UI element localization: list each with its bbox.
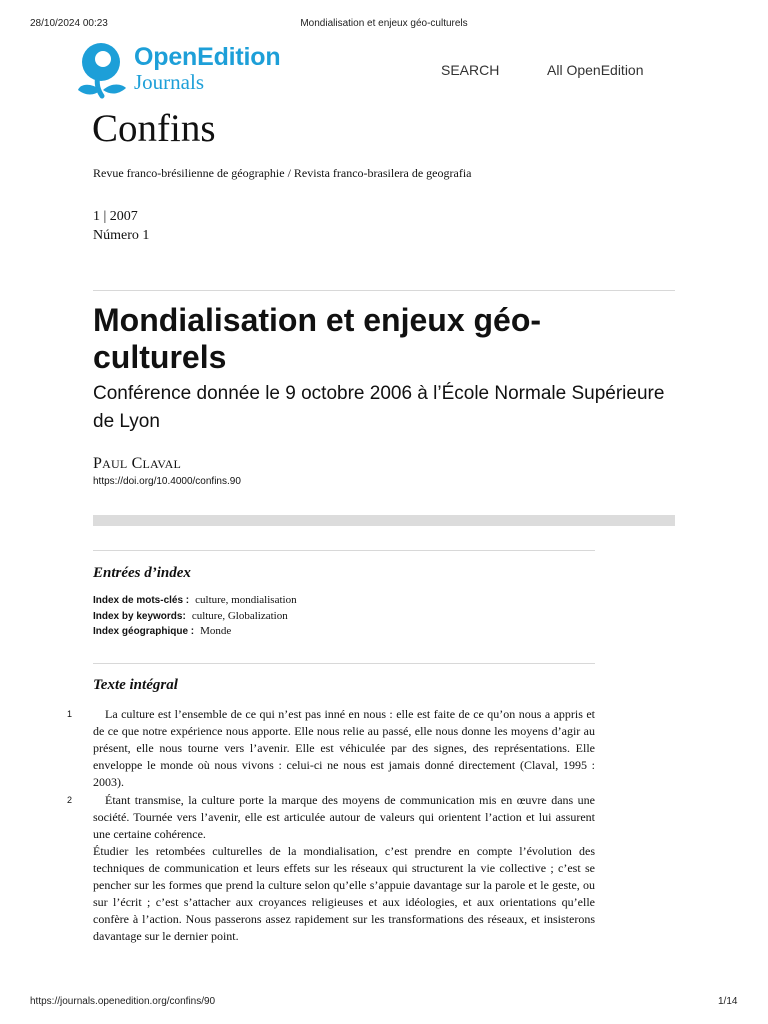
- print-url: https://journals.openedition.org/confins/90: [30, 996, 216, 1007]
- paragraph: [93, 792, 595, 843]
- index-row: [93, 625, 231, 637]
- logo-wordmark-openedition: OpenEdition: [134, 43, 281, 71]
- paragraph-number: 2: [67, 795, 73, 805]
- article-title: Mondialisation et enjeux géo-culturels: [93, 302, 542, 375]
- index-value-link[interactable]: Monde: [200, 625, 232, 637]
- divider: [93, 550, 595, 551]
- divider: [93, 663, 595, 664]
- issue-number: Número 1: [93, 228, 150, 243]
- index-value-link[interactable]: culture, mondialisation: [195, 594, 297, 606]
- index-row: [93, 610, 288, 622]
- index-label: Index géographique :: [93, 626, 195, 637]
- article-subtitle: Conférence donnée le 9 octobre 2006 à l’École Normale Supérieure de Lyon: [93, 383, 665, 432]
- print-datetime: 28/10/2024 00:23: [30, 18, 108, 29]
- author-first-rest: AUL: [102, 457, 128, 471]
- doi-link[interactable]: https://doi.org/10.4000/confins.90: [93, 476, 241, 487]
- divider: [93, 290, 675, 291]
- logo-wordmark-journals: Journals: [134, 70, 204, 94]
- index-value-link[interactable]: culture, Globalization: [191, 610, 288, 622]
- journal-title[interactable]: Confins: [92, 107, 216, 150]
- index-row: [93, 594, 297, 606]
- full-text-heading: Texte intégral: [93, 677, 178, 693]
- index-heading: Entrées d’index: [93, 565, 191, 581]
- paragraph-text: Étudier les retombées culturelles de la mondialisation, c’est prendre en compte l’évolution des techniques de communication et leurs effets sur les réseaux qui structurent la vie collective ; c’est se pencher sur les formes que prend la culture selon qu’elle s’appuie davantage sur la parole et le geste, ou sur l’écrit ; c’est s’attacher aux croyances religieuses et aux idéologies, et aux orientations qu’elle confère à l’action. Nous passerons assez rapidement sur les transformations des réseaux, et insisterons davantage sur le dernier point.: [93, 844, 595, 943]
- paragraph: [93, 843, 595, 945]
- author-last-initial: C: [131, 455, 143, 472]
- openedition-logo[interactable]: [76, 42, 306, 100]
- issue-info[interactable]: [93, 207, 149, 245]
- grey-separator-bar: [93, 515, 675, 526]
- journal-subtitle: Revue franco-brésilienne de géographie / Revista franco-brasilera de geografia: [93, 166, 472, 180]
- index-label: Index de mots-clés :: [93, 595, 190, 606]
- author-last-rest: LAVAL: [142, 457, 182, 471]
- print-page-number: 1/14: [718, 996, 738, 1007]
- paragraph: [93, 706, 595, 791]
- paragraph-text: La culture est l’ensemble de ce qui n’est pas inné en nous : elle est faite de ce qu’on nous a appris et de ce que notre expérience nous apporte. Elle nous relie au passé, elle nous donne les moyens d’agir au présent, elle nous tourne vers l’avenir. Elle est véhiculée par des signes, des représentations. Elle enveloppe le monde où nous vivons : celui-ci ne nous est jamais donné directement (Claval, 1995 : 2003).: [93, 707, 595, 789]
- author-first-initial: P: [93, 455, 103, 472]
- openedition-flower-icon: [76, 42, 130, 100]
- index-label: Index by keywords:: [93, 611, 186, 622]
- print-page-title: Mondialisation et enjeux géo-culturels: [300, 18, 468, 29]
- paragraph-number: 1: [67, 709, 73, 719]
- all-openedition-link[interactable]: All OpenEdition: [547, 62, 644, 78]
- issue-line: 1 | 2007: [93, 209, 138, 224]
- search-link[interactable]: SEARCH: [441, 62, 500, 78]
- author-name[interactable]: [93, 455, 181, 473]
- paragraph-text: Étant transmise, la culture porte la marque des moyens de communication mis en œuvre dans une société. Tournée vers l’avenir, elle est articulée autour de valeurs qui orientent l’action et lui assurent une certaine cohérence.: [93, 793, 595, 841]
